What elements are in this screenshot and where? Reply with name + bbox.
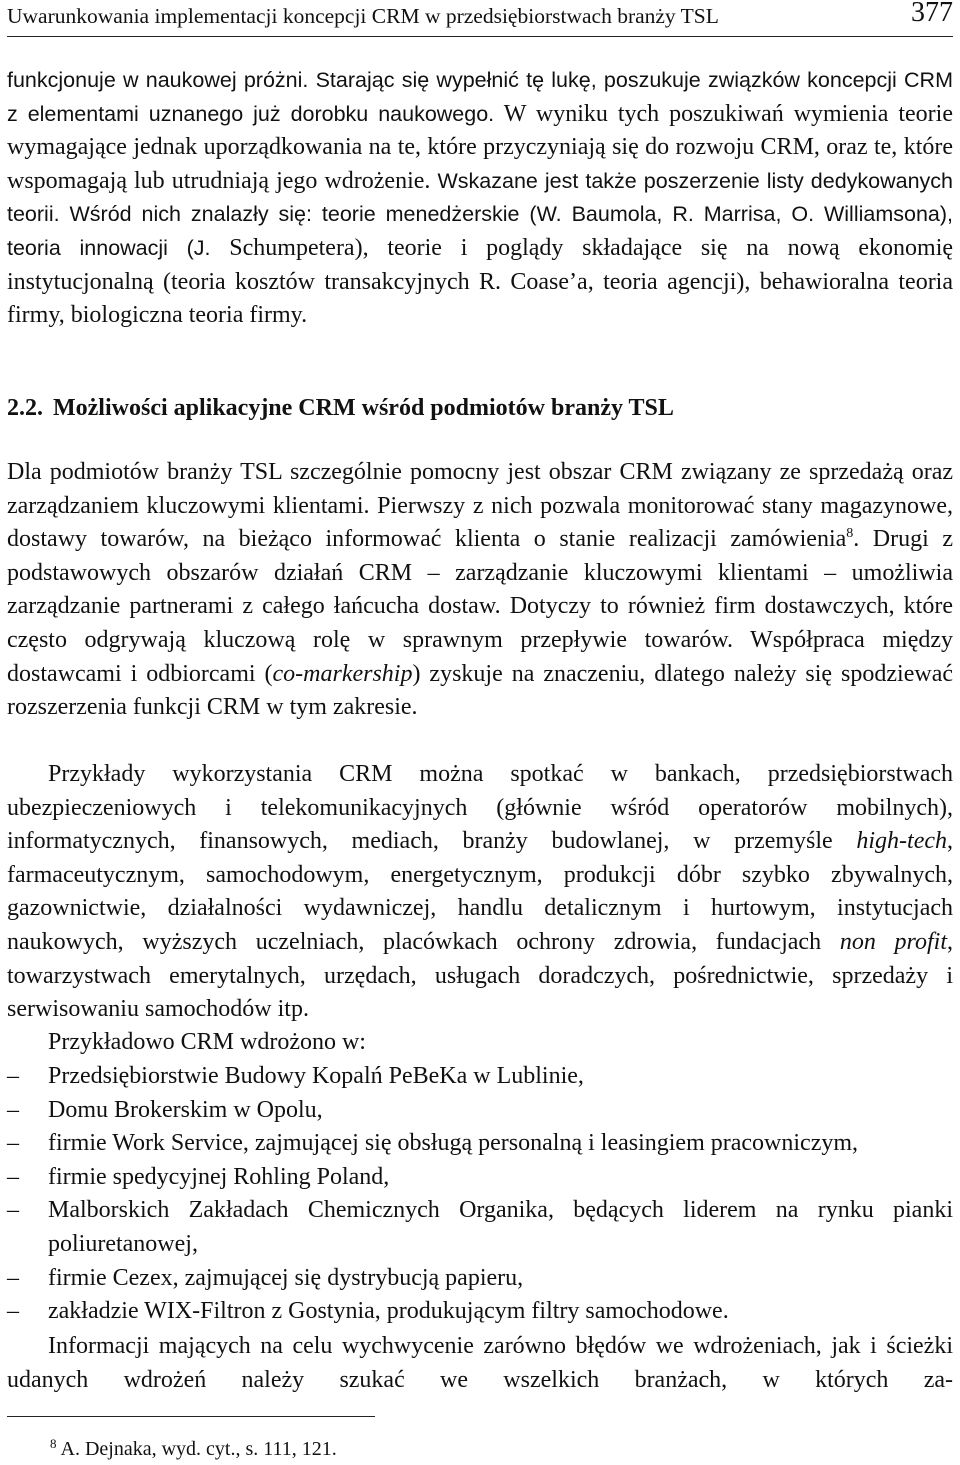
list-item	[7, 1060, 953, 1094]
section-number: 2.2.	[7, 395, 43, 421]
paragraph-sales-text-b: . Drugi z podstawowych obszarów działań CRM – zarządzanie kluczowymi klientami – umożliwia zarządzanie partnerami z całego łańcucha dostaw. Dotyczy to również firm dostawczych, które często odgrywają kluczową rolę w sprawnym przepływie towarów. Współpraca między dostawcami i odbiorcami (	[7, 526, 953, 687]
footnote	[50, 1436, 337, 1461]
intro-paragraph	[7, 64, 953, 333]
implementation-list	[7, 1060, 953, 1329]
paragraph-sales-text-a: Dla podmiotów branży TSL szczególnie pomocny jest obszar CRM związany ze sprzedażą oraz zarządzaniem kluczowymi klientami. Pierwszy z nich pozwala monitorować stany magazynowe, dostawy towarów, na bieżąco informować klienta o stanie realizacji zamówienia	[7, 459, 953, 553]
intro-text-part2: W wyniku tych poszukiwań wymienia teorie wymagające jednak uporządkowania na te, które przyczyniają się do rozwoju CRM, oraz te, które wspomagają lub utrudniają jego wdrożenie.	[7, 100, 953, 194]
list-item-text: firmie spedycyjnej Rohling Poland,	[48, 1163, 390, 1190]
list-item-text: Domu Brokerskim w Opolu,	[48, 1096, 323, 1123]
list-dash: –	[7, 1298, 19, 1325]
paragraph-closing: Informacji mających na celu wychwycenie zarówno błędów we wdrożeniach, jak i ścieżki udanych wdrożeń należy szukać we wszelkich branżach, w których za-	[7, 1333, 953, 1393]
intro-text-part4: Schumpetera), teorie i poglądy składające się na nową ekonomię instytucjonalną (teoria kosztów transakcyjnych R. Coase’a, teoria agencji), behawioralna teoria firmy, biologiczna teoria firmy.	[7, 234, 954, 329]
running-header	[7, 0, 953, 37]
list-dash: –	[7, 1197, 19, 1224]
section-title: Możliwości aplikacyjne CRM wśród podmiotów branży TSL	[53, 395, 674, 421]
footnote-number: 8	[50, 1436, 57, 1451]
running-title: Uwarunkowania implementacji koncepcji CRM w przedsiębiorstwach branży TSL	[7, 4, 719, 28]
paragraph-examples-italic-2: non profit	[839, 928, 947, 955]
list-intro: Przykładowo CRM wdrożono w:	[48, 1029, 366, 1055]
intro-text-part1: funkcjonuje w naukowej próżni. Starając się wypełnić tę lukę, poszukuje związków koncepcji CRM z elementami uznanego już dorobku naukowego.	[7, 68, 953, 126]
paragraph-examples-text-b: , farmaceutycznym, samochodowym, energetycznym, produkcji dóbr szybko zbywalnych, gazownictwie, działalności wydawniczej, handlu detalicznym i hurtowym, instytucjach naukowych, wyższych uczelniach, placówkach ochrony zdrowia, fundacjach	[7, 828, 953, 955]
paragraph-examples-text-a: Przykłady wykorzystania CRM można spotkać w bankach, przedsiębiorstwach ubezpieczeniowych i telekomunikacyjnych (głównie wśród operatorów mobilnych), informatycznych, finansowych, mediach, branży budowlanej, w przemyśle	[7, 761, 953, 855]
list-item-text: Malborskich Zakładach Chemicznych Organika, będących liderem na rynku pianki poliuretanowej,	[48, 1197, 953, 1257]
list-dash: –	[7, 1163, 19, 1190]
intro-text-part3: Wskazane jest także poszerzenie listy dedykowanych teorii. Wśród nich znalazły się: teorie menedżerskie (W. Baumola, R. Marrisa, O. Williamsona), teoria innowacji (J.	[7, 168, 954, 260]
footnote-divider	[7, 1416, 375, 1417]
section-heading	[7, 395, 674, 422]
list-item-text: firmie Work Service, zajmującej się obsługą personalną i leasingiem pracowniczym,	[48, 1130, 859, 1157]
list-item	[7, 1262, 953, 1296]
list-item-text: firmie Cezex, zajmującej się dystrybucją papieru,	[48, 1264, 524, 1291]
list-item	[7, 1094, 953, 1128]
list-dash: –	[7, 1096, 19, 1123]
paragraph-sales	[7, 456, 953, 725]
list-item-text: Przedsiębiorstwie Budowy Kopalń PeBeKa w Lublinie,	[48, 1063, 584, 1089]
paragraph-sales-italic: co-markership	[272, 660, 413, 687]
list-item-text: zakładzie WIX-Filtron z Gostynia, produkującym filtry samochodowe.	[48, 1298, 729, 1325]
list-item	[7, 1161, 953, 1195]
list-dash: –	[7, 1264, 19, 1291]
paragraph-examples-italic-1: high-tech	[856, 828, 947, 855]
paragraph-sales-text-c: ) zyskuje na znaczeniu, dlatego należy się spodziewać rozszerzenia funkcji CRM w tym zakresie.	[7, 660, 954, 721]
list-item	[7, 1295, 953, 1329]
list-item	[7, 1194, 953, 1261]
paragraph-examples	[7, 758, 953, 1027]
page-number: 377	[911, 0, 953, 28]
paragraph-examples-text-c: , towarzystwach emerytalnych, urzędach, usługach doradczych, pośrednictwie, sprzedaży i serwisowaniu samochodów itp.	[7, 928, 953, 1023]
list-dash: –	[7, 1130, 19, 1157]
footnote-ref: 8	[846, 526, 854, 542]
footnote-text: A. Dejnaka, wyd. cyt., s. 111, 121.	[60, 1438, 337, 1460]
list-item	[7, 1127, 953, 1161]
list-dash: –	[7, 1063, 19, 1089]
